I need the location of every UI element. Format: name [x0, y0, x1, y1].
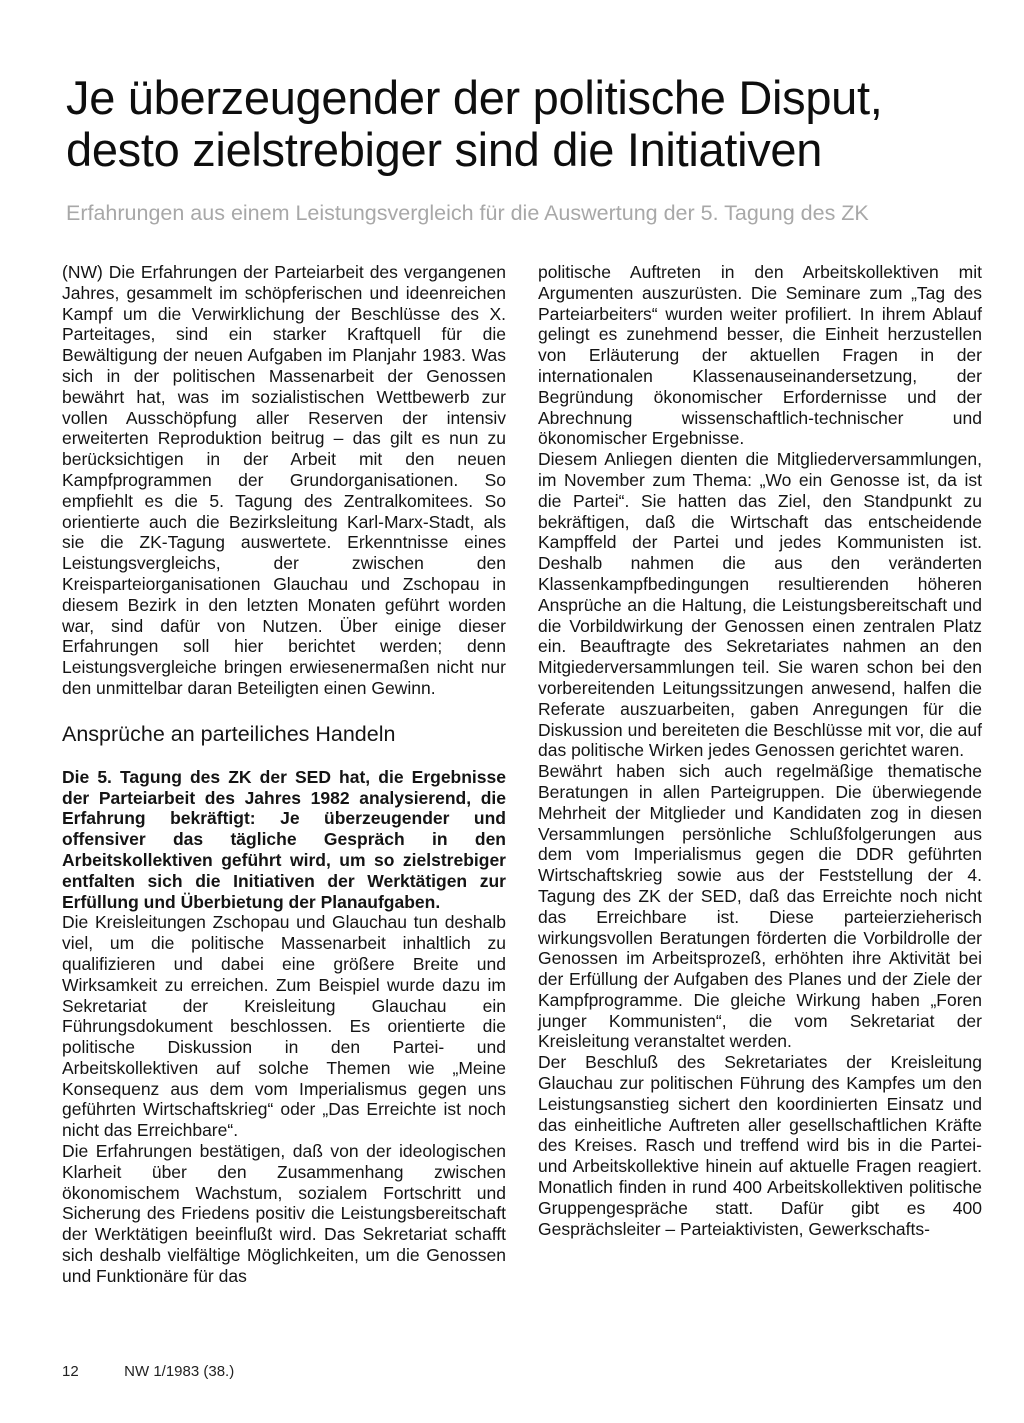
body-paragraph: Die Kreisleitungen Zschopau und Glauchau tun deshalb viel, um die politische Massenarbeit inhaltlich zu qualifizieren und dabei eine größere Breite und Wirksamkeit zu erreichen. Zum Beispiel wurde dazu im Sekretariat der Kreisleitung Glauchau ein Führungsdokument beschlossen. Es orientierte die politische Diskussion in den Partei- und Arbeitskollektiven auf solche Themen wie „Meine Konsequenz aus dem vom Imperialismus gegen uns geführten Wirtschaftskrieg“ oder „Das Erreichte ist noch nicht das Erreichbare“.	[62, 912, 506, 1141]
lead-paragraph: Die 5. Tagung des ZK der SED hat, die Ergebnisse der Parteiarbeit des Jahres 1982 analysierend, die Erfahrung bekräftigt: Je überzeugender und offensiver das tägliche Gespräch in den Arbeitskollektiven geführt wird, um so zielstrebiger entfalten sich die Initiativen der Werktätigen zur Erfüllung und Überbietung der Planaufgaben.	[62, 766, 506, 912]
body-paragraph: Der Beschluß des Sekretariates der Kreisleitung Glauchau zur politischen Führung des Kampfes um den Leistungsanstieg sichert den koordinierten Einsatz und das einheitliche Auftreten aller gesellschaftlichen Kräfte des Kreises. Rasch und treffend wird bis in die Partei- und Arbeitskollektive hinein auf aktuelle Fragen reagiert. Monatlich finden in rund 400 Arbeitskollektiven politische Gruppengespräche statt. Dafür gibt es 400 Gesprächsleiter – Parteiaktivisten, Gewerkschafts-	[538, 1052, 982, 1239]
issue-reference: NW 1/1983 (38.)	[124, 1363, 235, 1380]
right-column	[538, 262, 982, 1239]
body-paragraph: Die Erfahrungen bestätigen, daß von der ideologischen Klarheit über den Zusammenhang zwischen ökonomischem Wachstum, sozialem Fortschritt und Sicherung des Friedens positiv die Leistungsbereitschaft der Werktätigen beeinflußt wird. Das Sekretariat schafft sich deshalb vielfältige Möglichkeiten, um die Genossen und Funktionäre für das	[62, 1141, 506, 1286]
page-footer	[62, 1363, 234, 1381]
section-heading: Ansprüche an parteiliches Handeln	[62, 721, 396, 746]
body-paragraph: politische Auftreten in den Arbeitskollektiven mit Argumenten auszurüsten. Die Seminare zum „Tag des Parteiarbeiters“ wurden weiter profiliert. In ihrem Ablauf gelingt es zunehmend besser, die Einheit herzustellen von Erläuterung der aktuellen Fragen in der internationalen Klassenauseinandersetzung, der Begründung ökonomischer Erfordernisse und der Abrechnung wissenschaftlich-technischer und ökonomischer Ergebnisse.	[538, 262, 982, 449]
intro-paragraph: (NW) Die Erfahrungen der Parteiarbeit des vergangenen Jahres, gesammelt im schöpferischen und ideenreichen Kampf um die Verwirklichung der Beschlüsse des X. Parteitages, sind ein starker Kraftquell für die Bewältigung der neuen Aufgaben im Planjahr 1983. Was sich in der politischen Massenarbeit der Genossen bewährt hat, was im sozialistischen Wettbewerb zur vollen Ausschöpfung aller Reserven der intensiv erweiterten Reproduktion beitrug – das gilt es nun zu berücksichtigen in der Arbeit mit den neuen Kampfprogrammen der Grundorganisationen. So empfiehlt es die 5. Tagung des Zentralkomitees. So orientierte auch die Bezirksleitung Karl-Marx-Stadt, als sie die ZK-Tagung auswertete. Erkenntnisse eines Leistungsvergleichs, der zwischen den Kreisparteiorganisationen Glauchau und Zschopau in diesem Bezirk in den letzten Monaten geführt worden war, sind dafür von Nutzen. Über einige dieser Erfahrungen soll hier berichtet werden; denn Leistungsvergleiche bringen erwiesenermaßen nicht nur den unmittelbar daran Beteiligten einen Gewinn.	[62, 262, 506, 698]
body-paragraph: Bewährt haben sich auch regelmäßige thematische Beratungen in allen Parteigruppen. Die überwiegende Mehrheit der Mitglieder und Kandidaten zog in diesen Versammlungen persönliche Schlußfolgerungen aus dem vom Imperialismus gegen die DDR geführten Wirtschaftskrieg sowie aus der Feststellung der 4. Tagung des ZK der SED, daß das Erreichte noch nicht das Erreichbare ist. Diese parteierzieherisch wirkungsvollen Beratungen förderten die Vorbildrolle der Genossen im Arbeitsprozeß, erhöhten ihre Aktivität bei der Erfüllung der Aufgaben des Planes und der Ziele der Kampfprogramme. Die gleiche Wirkung haben „Foren junger Kommunisten“, die vom Sekretariat der Kreisleitung veranstaltet werden.	[538, 761, 982, 1052]
headline	[66, 72, 966, 176]
left-column	[62, 262, 506, 1287]
page-number: 12	[62, 1363, 79, 1380]
subtitle: Erfahrungen aus einem Leistungsvergleich für die Auswertung der 5. Tagung des ZK	[66, 201, 869, 225]
headline-line-1: Je überzeugender der politische Disput,	[66, 71, 883, 124]
headline-line-2: desto zielstrebiger sind die Initiativen	[66, 123, 823, 176]
body-paragraph: Diesem Anliegen dienten die Mitgliederversammlungen, im November zum Thema: „Wo ein Genosse ist, da ist die Partei“. Sie hatten das Ziel, den Standpunkt zu bekräftigen, daß die Wirtschaft das entscheidende Kampffeld der Partei und jedes Kommunisten ist. Deshalb nahmen die aus den veränderten Klassenkampfbedingungen resultierenden höheren Ansprüche an die Haltung, die Leistungsbereitschaft und die Vorbildwirkung der Genossen einen zentralen Platz ein. Beauftragte des Sekretariates nahmen an den Mitgiederversammlungen teil. Sie waren schon bei den vorbereitenden Leitungssitzungen anwesend, halfen die Referate auszuarbeiten, gaben Anregungen für die Diskussion und bereiteten die Beschlüsse mit vor, die auf das politische Wirken jedes Genossen gerichtet waren.	[538, 449, 982, 761]
